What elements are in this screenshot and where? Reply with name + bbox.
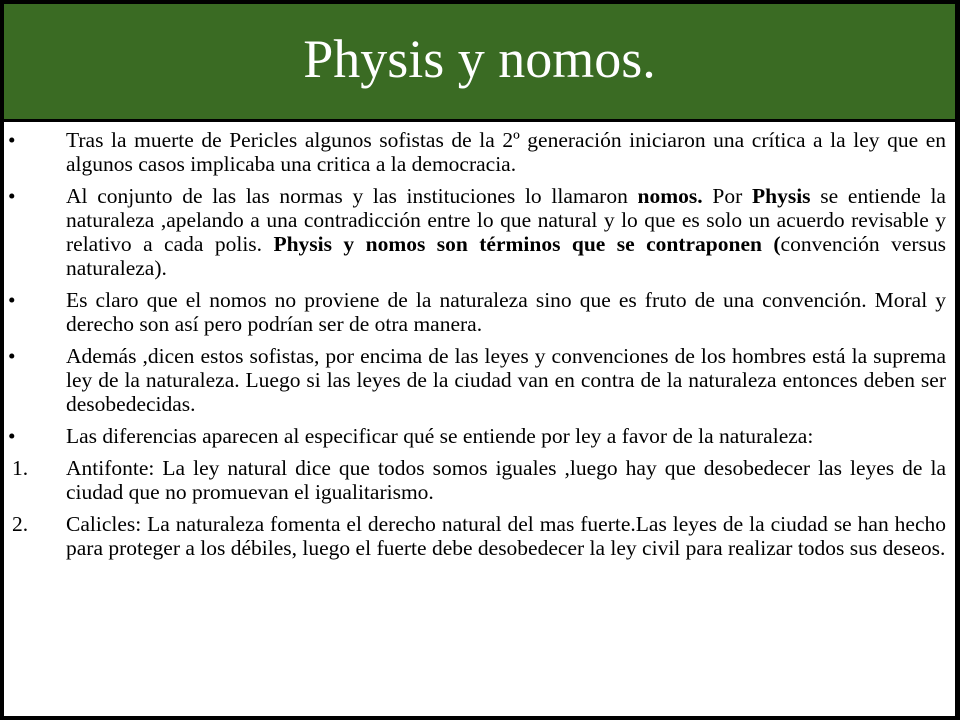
- text-run: Al conjunto de las las normas y las instituciones lo llamaron: [66, 184, 638, 208]
- text-run: se entiende la naturaleza ,apelando a una contradicción entre lo que natural y lo que es solo un acuerdo revisable y relativo a cada polis.: [66, 184, 946, 256]
- bold-term-physis: Physis: [751, 184, 811, 208]
- bullet-marker: •: [8, 184, 16, 208]
- slide-title: Physis y nomos.: [303, 28, 656, 89]
- number-marker: 2.: [12, 512, 29, 536]
- bullet-text: [66, 184, 946, 280]
- numbered-text: Calicles: La naturaleza fomenta el derecho natural del mas fuerte.Las leyes de la ciudad se han hecho para proteger a los débiles, luego el fuerte debe desobedecer la ley civil para realizar todos sus deseos.: [66, 512, 946, 560]
- bullet-text: Es claro que el nomos no proviene de la naturaleza sino que es fruto de una convención. Moral y derecho son así pero podrían ser de otra manera.: [66, 288, 946, 336]
- title-bar: [4, 4, 955, 122]
- bullet-text: Además ,dicen estos sofistas, por encima de las leyes y convenciones de los hombres está la suprema ley de la naturaleza. Luego si las leyes de la ciudad van en contra de la naturaleza entonces deben ser desobedecidas.: [66, 344, 946, 416]
- bullet-text: Las diferencias aparecen al especificar qué se entiende por ley a favor de la naturaleza:: [66, 424, 814, 448]
- bullet-marker: •: [8, 344, 16, 368]
- text-run: convención versus naturaleza).: [66, 232, 947, 280]
- text-run: Por: [702, 184, 752, 208]
- bullet-marker: •: [8, 128, 16, 152]
- numbered-item: [4, 456, 955, 504]
- bullet-text: Tras la muerte de Pericles algunos sofistas de la 2º generación iniciaron una crítica a la ley que en algunos casos implicaba una critica a la democracia.: [66, 128, 946, 176]
- numbered-item: [4, 512, 955, 560]
- bold-statement: Physis y nomos son términos que se contraponen (: [273, 232, 781, 256]
- slide: [4, 4, 955, 716]
- bullet-marker: •: [8, 288, 16, 312]
- bullet-item: [4, 288, 955, 336]
- bullet-item: [4, 344, 955, 416]
- bullet-item: [4, 128, 955, 176]
- bold-term-nomos: nomos.: [637, 184, 703, 208]
- number-marker: 1.: [12, 456, 29, 480]
- numbered-text: Antifonte: La ley natural dice que todos somos iguales ,luego hay que desobedecer las leyes de la ciudad que no promuevan el igualitarismo.: [66, 456, 946, 504]
- bullet-marker: •: [8, 424, 16, 448]
- slide-content: [4, 128, 955, 568]
- bullet-item: [4, 424, 955, 448]
- bullet-item: [4, 184, 955, 280]
